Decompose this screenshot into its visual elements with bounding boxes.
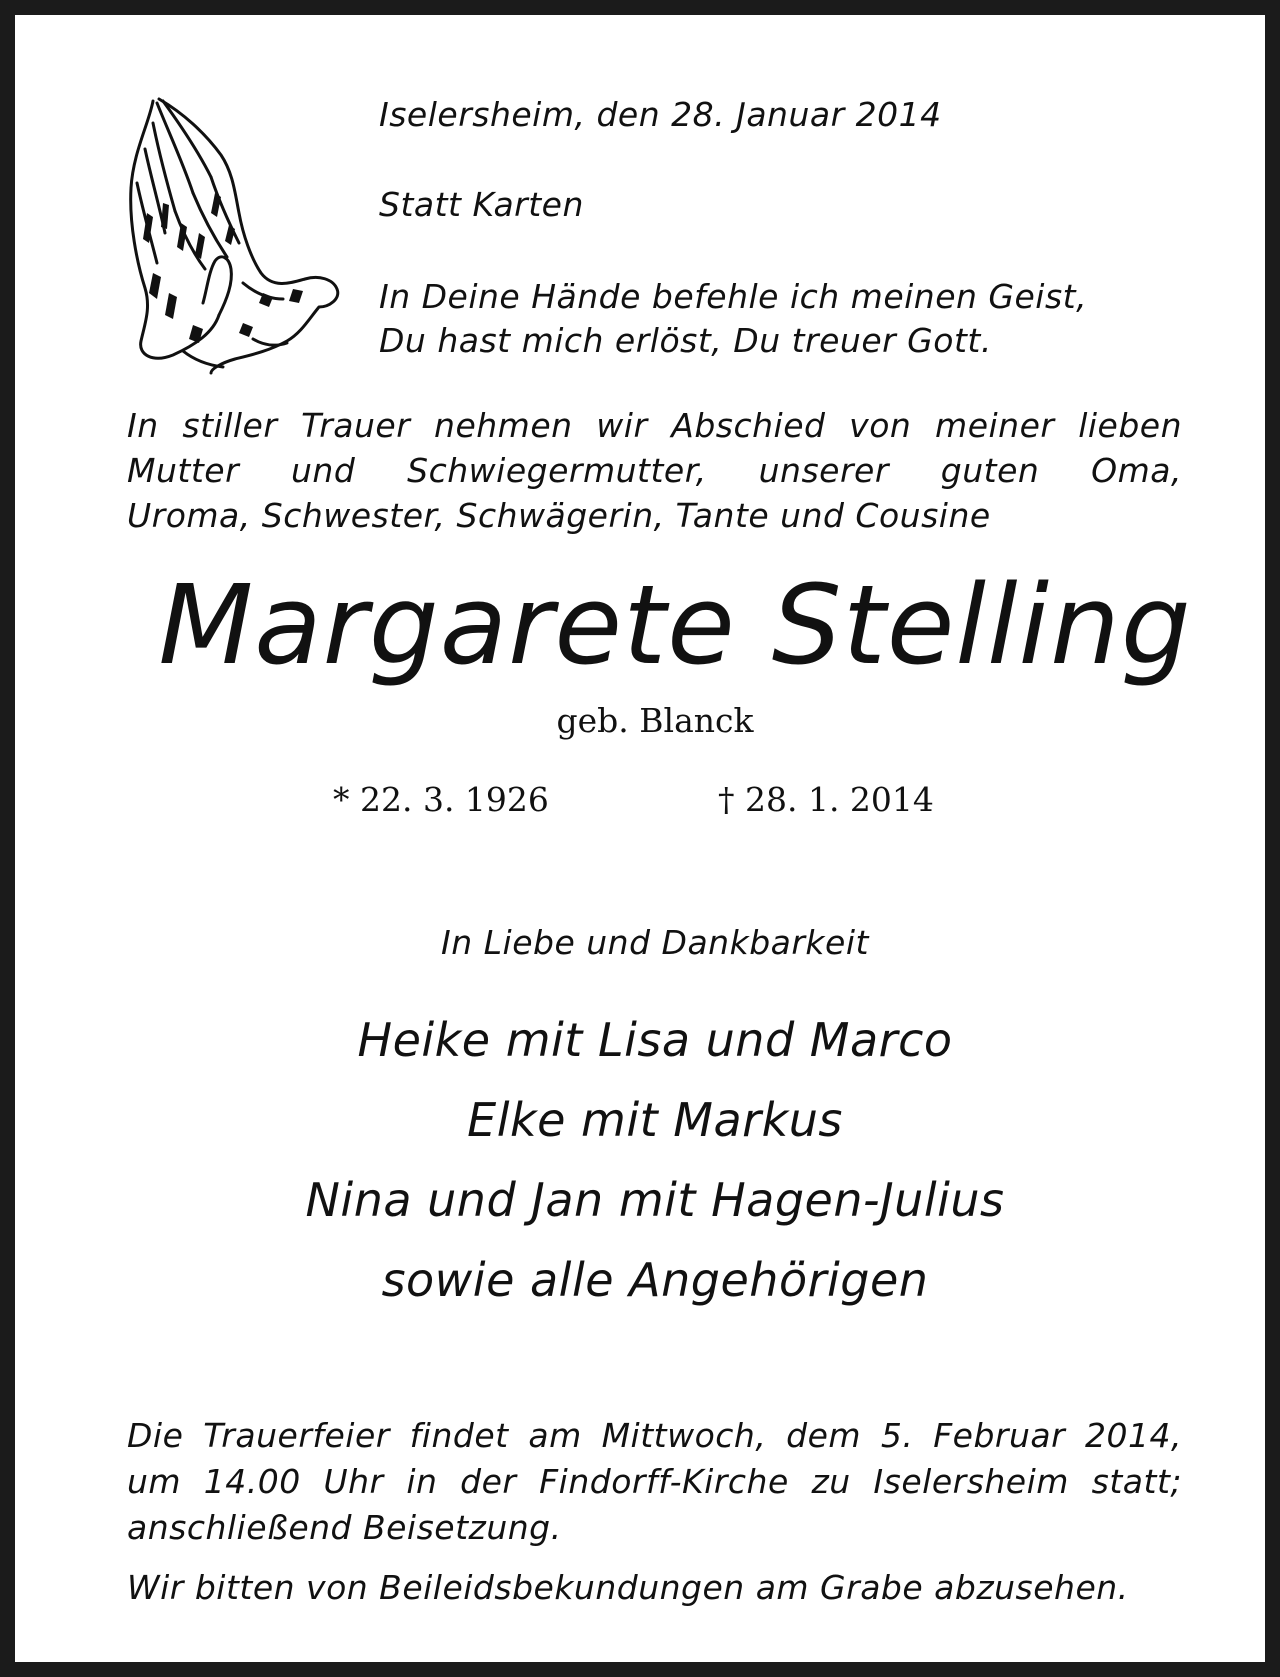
- maiden-name: geb. Blanck: [556, 701, 754, 740]
- condolence-request: Wir bitten von Beileidsbekundungen am Grabe abzusehen.: [127, 1568, 1129, 1607]
- mourner-line: sowie alle Angehörigen: [381, 1253, 929, 1307]
- statt-karten: Statt Karten: [379, 185, 584, 224]
- birth-date: * 22. 3. 1926: [333, 780, 549, 819]
- deceased-name: Margarete Stelling: [158, 561, 1192, 689]
- service-info: [127, 1413, 1182, 1551]
- verse-line: Du hast mich erlöst, Du treuer Gott.: [379, 321, 992, 360]
- mourner-line: Nina und Jan mit Hagen-Julius: [305, 1173, 1005, 1227]
- intro-text: [127, 403, 1182, 538]
- death-date: † 28. 1. 2014: [718, 780, 934, 819]
- mourners-list: [15, 1000, 1280, 1320]
- intro-line: Mutter und Schwiegermutter, unserer guten Oma,: [127, 451, 1182, 490]
- verse-line: In Deine Hände befehle ich meinen Geist,: [379, 277, 1088, 316]
- intro-line: Uroma, Schwester, Schwägerin, Tante und Cousine: [127, 496, 991, 535]
- intro-line: In stiller Trauer nehmen wir Abschied von meiner lieben: [127, 406, 1182, 445]
- bible-verse: [379, 275, 1199, 363]
- praying-hands-icon: [123, 93, 343, 375]
- mourner-line: Elke mit Markus: [467, 1093, 843, 1147]
- service-line: um 14.00 Uhr in der Findorff-Kirche zu Iselersheim statt;: [127, 1462, 1182, 1501]
- gratitude-line: In Liebe und Dankbarkeit: [441, 923, 869, 962]
- service-line: anschließend Beisetzung.: [127, 1508, 562, 1547]
- mourner-line: Heike mit Lisa und Marco: [357, 1013, 953, 1067]
- place-date: Iselersheim, den 28. Januar 2014: [379, 95, 942, 134]
- service-line: Die Trauerfeier findet am Mittwoch, dem 5. Februar 2014,: [127, 1416, 1182, 1455]
